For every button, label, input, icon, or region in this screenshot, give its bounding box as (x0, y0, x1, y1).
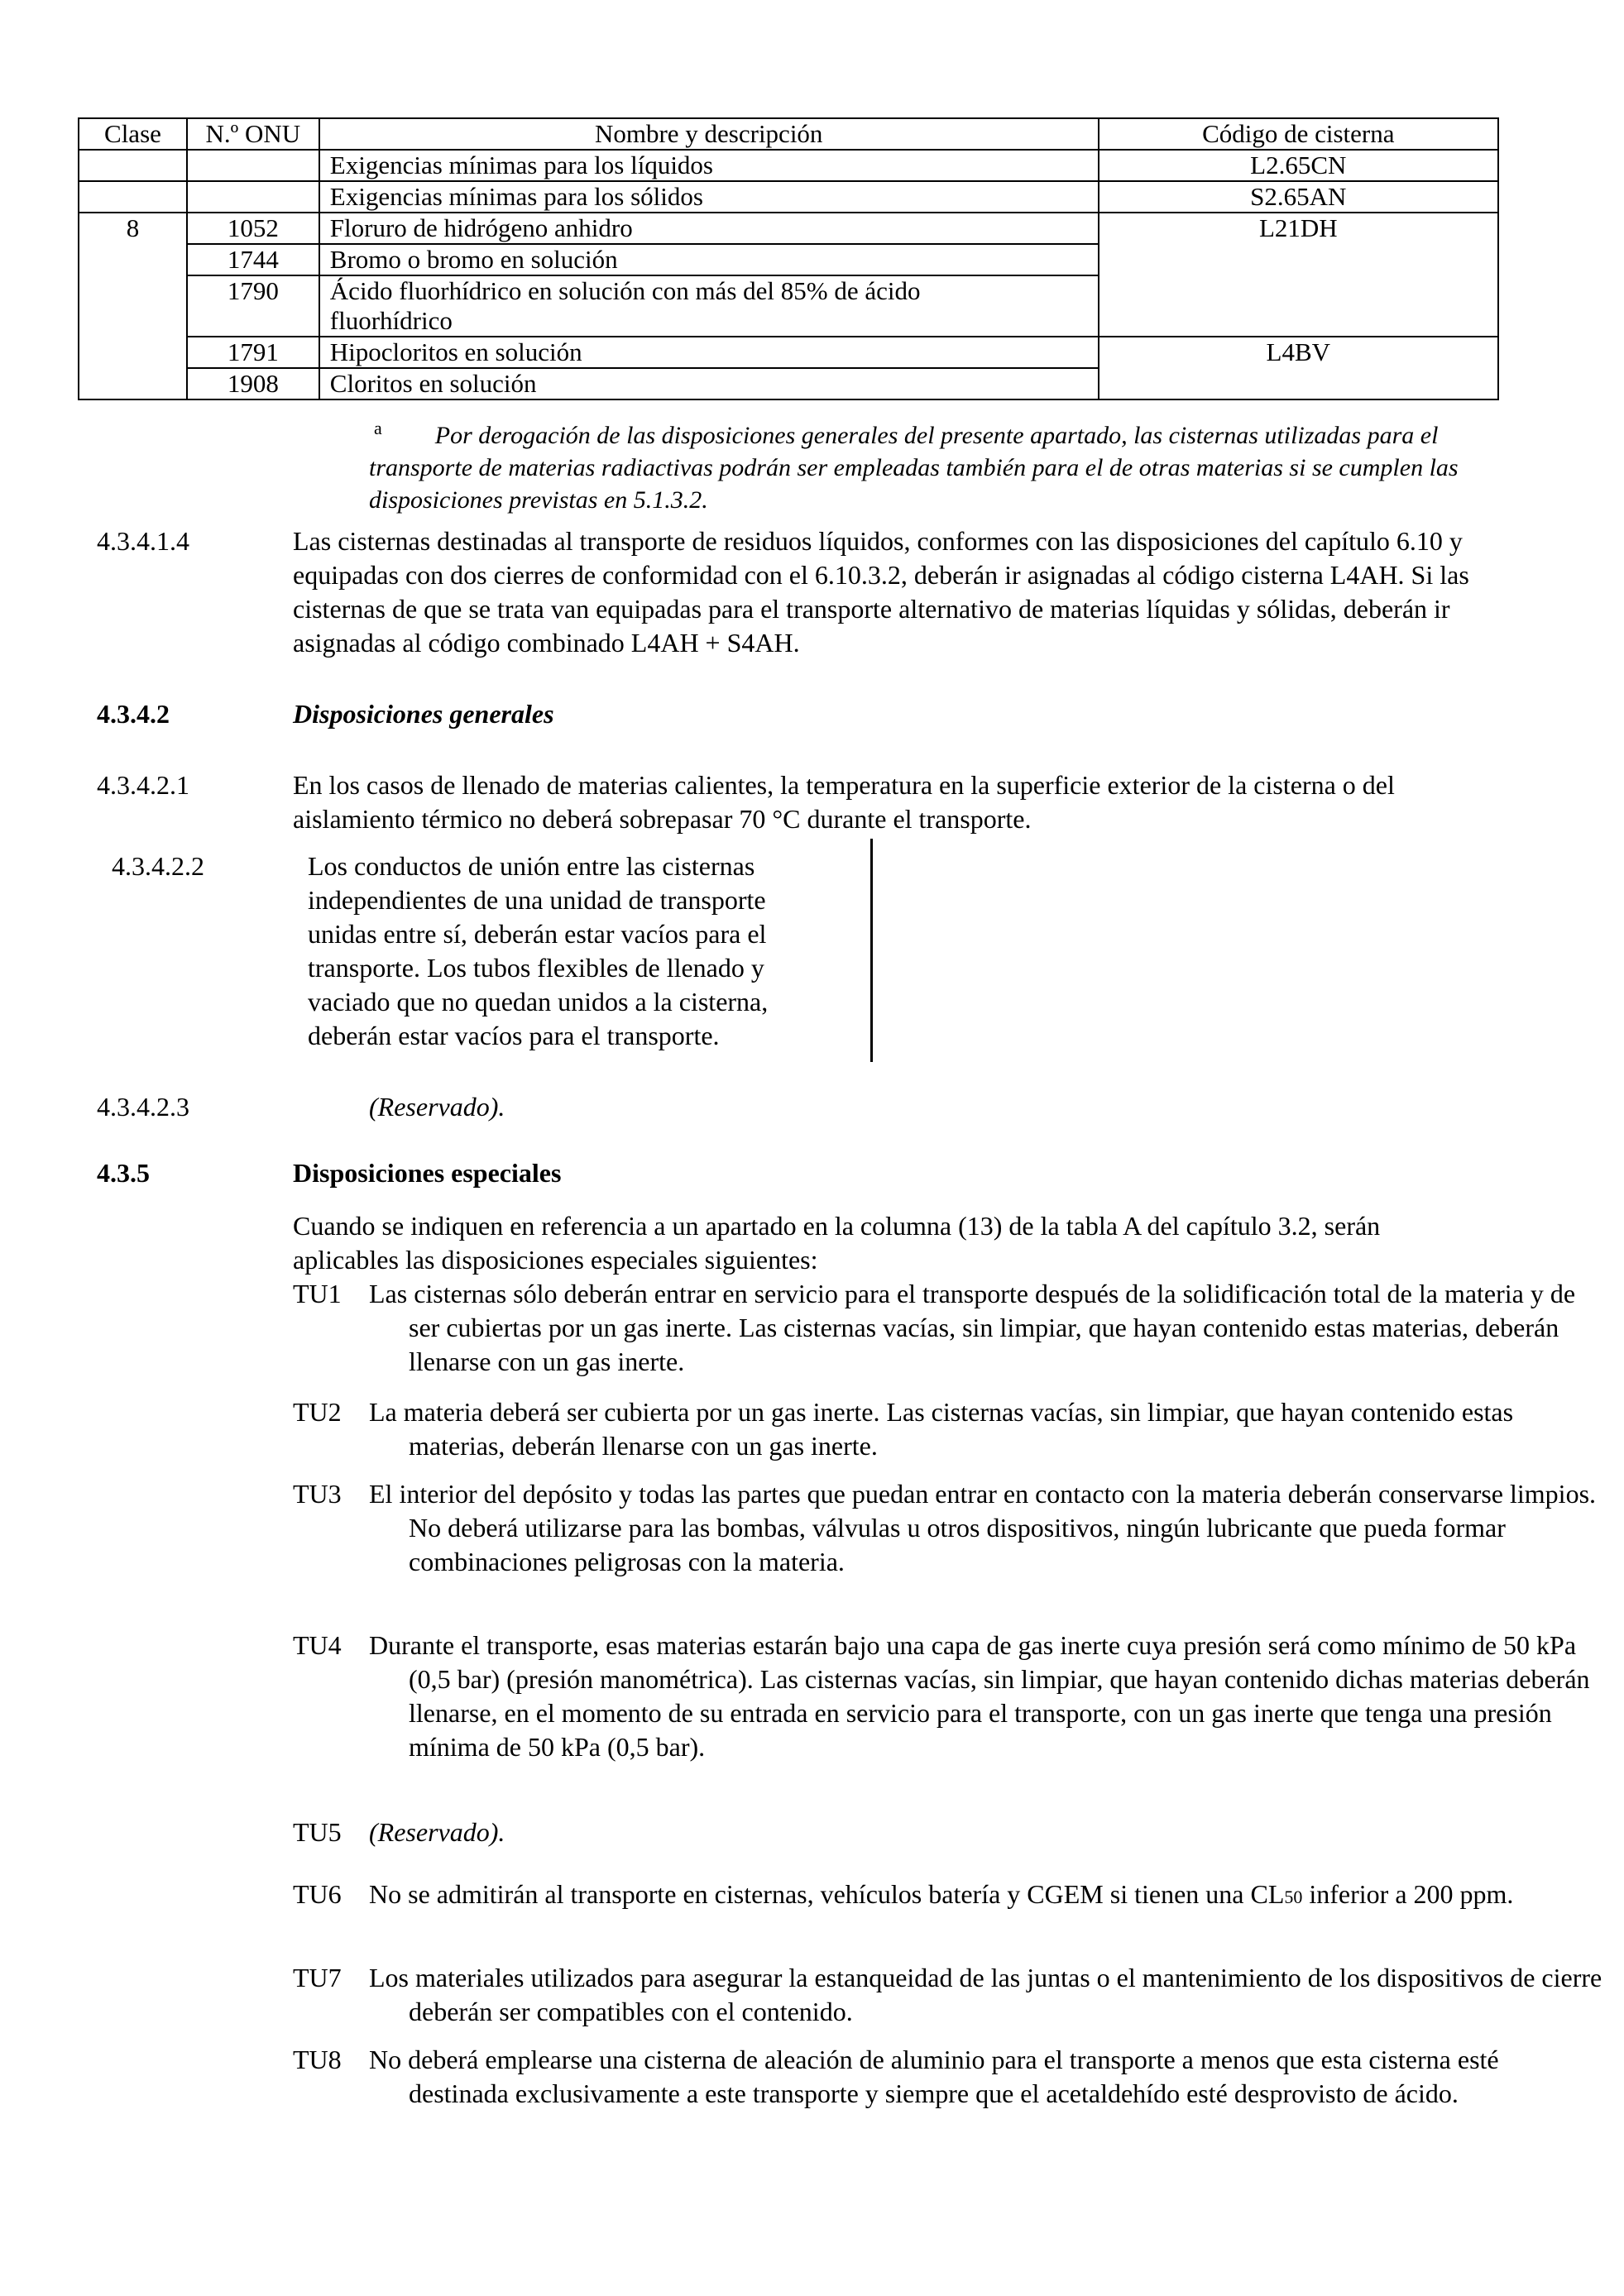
section-text-4-3-4-2-1: En los casos de llenado de materias calientes, la temperatura en la superficie exterior de la cisterna o del aislamiento térmico no deberá sobrepasar 70 °C durante el transporte. (293, 770, 1395, 834)
tu-item-4: TU4 Durante el transporte, esas materias estarán bajo una capa de gas inerte cuya presión será como mínimo de 50 kPa (0,5 bar) (presión manométrica). Las cisternas vacías, sin limpiar, que hayan contenido dichas materias deberán llenarse, en el momento de su entrada en servicio para el transporte, con un gas inerte que tenga una presión mínima de 50 kPa (0,5 bar). (293, 1630, 1590, 1762)
tank-code-table (78, 117, 1499, 400)
section-text-4-3-4-2-3: (Reservado). (369, 1092, 505, 1122)
table-row: 1744 Bromo o bromo en solución (79, 244, 1498, 275)
section-text-4-3-4-1-4: Las cisternas destinadas al transporte de residuos líquidos, conformes con las disposiciones del capítulo 6.10 y equipadas con dos cierres de conformidad con el 6.10.3.2, deberán ir asignadas al código cisterna L4AH. Si las cisternas de que se trata van equipadas para el transporte alternativo de materias líquidas y sólidas, deberán ir asignadas al código combinado L4AH + S4AH. (293, 526, 1469, 658)
section-number-4-3-4-2-1: 4.3.4.2.1 (97, 770, 189, 800)
section-title-4-3-4-2: Disposiciones generales (293, 699, 554, 729)
tu-item-6: TU6 No se admitirán al transporte en cisternas, vehículos batería y CGEM si tienen una CL50 inferior a 200 ppm. (293, 1879, 1514, 1909)
tu-item-2: TU2 La materia deberá ser cubierta por un gas inerte. Las cisternas vacías, sin limpiar, que hayan contenido estas materias, deberán llenarse con un gas inerte. (293, 1397, 1514, 1461)
header-codigo: Código de cisterna (1099, 118, 1498, 150)
section-number-4-3-4-2: 4.3.4.2 (97, 699, 170, 729)
table-row: Exigencias mínimas para los sólidos S2.65AN (79, 181, 1498, 213)
section-number-4-3-4-1-4: 4.3.4.1.4 (97, 526, 189, 556)
tu-item-3: TU3 El interior del depósito y todas las partes que puedan entrar en contacto con la materia deberán conservarse limpios. No deberá utilizarse para las bombas, válvulas u otros dispositivos, ningún lubricante que pueda formar combinaciones peligrosas con la materia. (293, 1479, 1597, 1576)
footnote-mark: a (374, 418, 382, 438)
table-row: 1790 Ácido fluorhídrico en solución con más del 85% de ácido fluorhídrico (79, 275, 1498, 337)
table-row: 1908 Cloritos en solución (79, 368, 1498, 399)
section-intro-4-3-5: Cuando se indiquen en referencia a un apartado en la columna (13) de la tabla A del capítulo 3.2, serán aplicables las disposiciones especiales siguientes: (293, 1211, 1381, 1275)
table-row: Exigencias mínimas para los líquidos L2.65CN (79, 150, 1498, 181)
table-row: 8 1052 Floruro de hidrógeno anhidro L21DH (79, 213, 1498, 244)
section-number-4-3-4-2-2: 4.3.4.2.2 (112, 851, 204, 881)
header-onu: N.º ONU (187, 118, 319, 150)
tu-item-8: TU8 No deberá emplearse una cisterna de aleación de aluminio para el transporte a menos que esta cisterna esté destinada exclusivamente a este transporte y siempre que el acetaldehído esté desprovisto de ácido. (293, 2045, 1499, 2108)
section-number-4-3-5: 4.3.5 (97, 1158, 150, 1188)
footnote-text: Por derogación de las disposiciones generales del presente apartado, las cisternas utilizadas para el transporte de materias radiactivas podrán ser empleadas también para el de otras materias si se cumplen las disposiciones previstas en 5.1.3.2. (369, 422, 1459, 514)
tu-item-5: TU5 (Reservado). (293, 1817, 505, 1847)
section-text-4-3-4-2-2: Los conductos de unión entre las cisternas independientes de una unidad de transporte unidas entre sí, deberán estar vacíos para el transporte. Los tubos flexibles de llenado y vaciado que no quedan unidos a la cisterna, deberán estar vacíos para el transporte. (308, 851, 769, 1050)
table-header-row (79, 118, 1498, 150)
table-footnote (369, 412, 1482, 516)
section-number-4-3-4-2-3: 4.3.4.2.3 (97, 1092, 189, 1122)
tu-item-7: TU7 Los materiales utilizados para asegurar la estanqueidad de las juntas o el mantenimiento de los dispositivos de cierre deberán ser compatibles con el contenido. (293, 1963, 1602, 2026)
table-row: 1791 Hipocloritos en solución L4BV (79, 337, 1498, 368)
section-title-4-3-5: Disposiciones especiales (293, 1158, 562, 1188)
header-clase: Clase (79, 118, 187, 150)
tu-item-1: TU1 Las cisternas sólo deberán entrar en servicio para el transporte después de la solidificación total de la materia y de ser cubiertas por un gas inerte. Las cisternas vacías, sin limpiar, que hayan contenido estas materias, deberán llenarse con un gas inerte. (293, 1279, 1576, 1376)
header-nombre: Nombre y descripción (319, 118, 1099, 150)
revision-bar (870, 839, 873, 1062)
